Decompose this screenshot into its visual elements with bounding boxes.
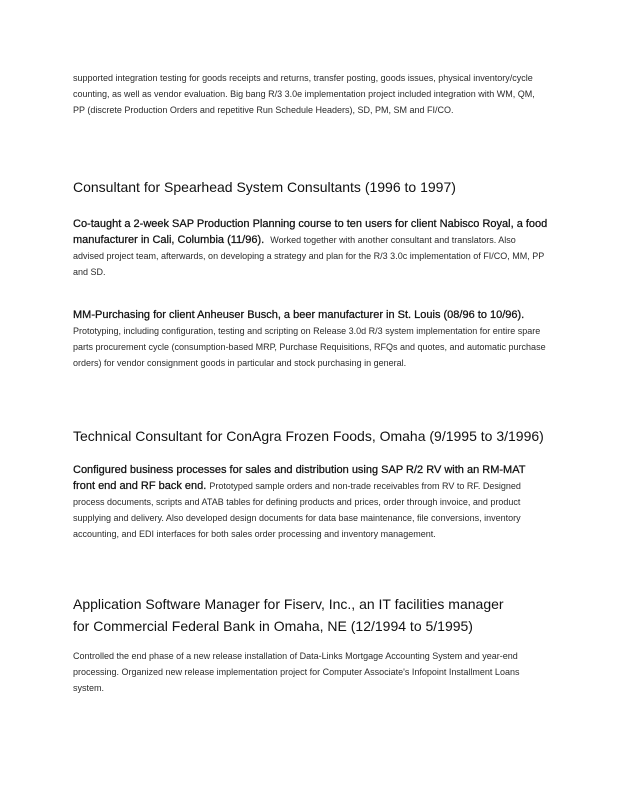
entry-body: Prototyped sample orders and non-trade receivables from RV to RF. Designed process documents, scripts and ATAB tables for defining products and prices, order through invoice, and product supplying and delivery. Also developed design documents for data base maintenance, file conversions, inventory accounting, and EDI interfaces for both sales order processing and inventory management. [73, 481, 521, 539]
entry-lead: Co-taught a 2-week SAP Production Planning course to ten users for client Nabisco Royal, a food manufacturer in Cali, Columbia (11/96). [73, 218, 548, 246]
entry-body: Prototyping, including configuration, testing and scripting on Release 3.0d R/3 system implementation for entire spare parts procurement cycle (consumption-based MRP, Purchase Requisitions, RFQs and quotes, and automatic purchase orders) for vendor consignment goods in particular and stock purchasing in general. [73, 326, 546, 368]
job-entry-fiserv: Controlled the end phase of a new release installation of Data-Links Mortgage Accounting System and year-end processing. Organized new release implementation project for Computer Associate's Infopoint Installment Loans system. [73, 651, 520, 693]
job-title-conagra: Technical Consultant for ConAgra Frozen Foods, Omaha (9/1995 to 3/1996) [73, 428, 544, 444]
job-entry-anheuser-busch [73, 307, 548, 371]
entry-lead: MM-Purchasing for client Anheuser Busch, a beer manufacturer in St. Louis (08/96 to 10/96). [73, 309, 525, 321]
intro-paragraph: supported integration testing for goods receipts and returns, transfer posting, goods issues, physical inventory/cycle counting, as well as vendor evaluation. Big bang R/3 3.0e implementation project included integration with WM, QM, PP (discrete Production Orders and repetitive Run Schedule Headers), SD, PM, SM and FI/CO. [73, 73, 535, 115]
job-title-fiserv: Application Software Manager for Fiserv, Inc., an IT facilities manager for Commercial Federal Bank in Omaha, NE (12/1994 to 5/1995) [73, 596, 504, 634]
job-entry-nabisco [73, 216, 548, 280]
job-title-spearhead: Consultant for Spearhead System Consultants (1996 to 1997) [73, 179, 456, 195]
entry-body: Worked together with another consultant and translators. Also advised project team, afterwards, on developing a strategy and plan for the R/3 3.0c implementation of FI/CO, MM, PP and SD. [73, 235, 545, 277]
job-entry-conagra [73, 462, 548, 542]
entry-lead: Configured business processes for sales and distribution using SAP R/2 RV with an RM-MAT front end and RF back end. [73, 464, 526, 492]
